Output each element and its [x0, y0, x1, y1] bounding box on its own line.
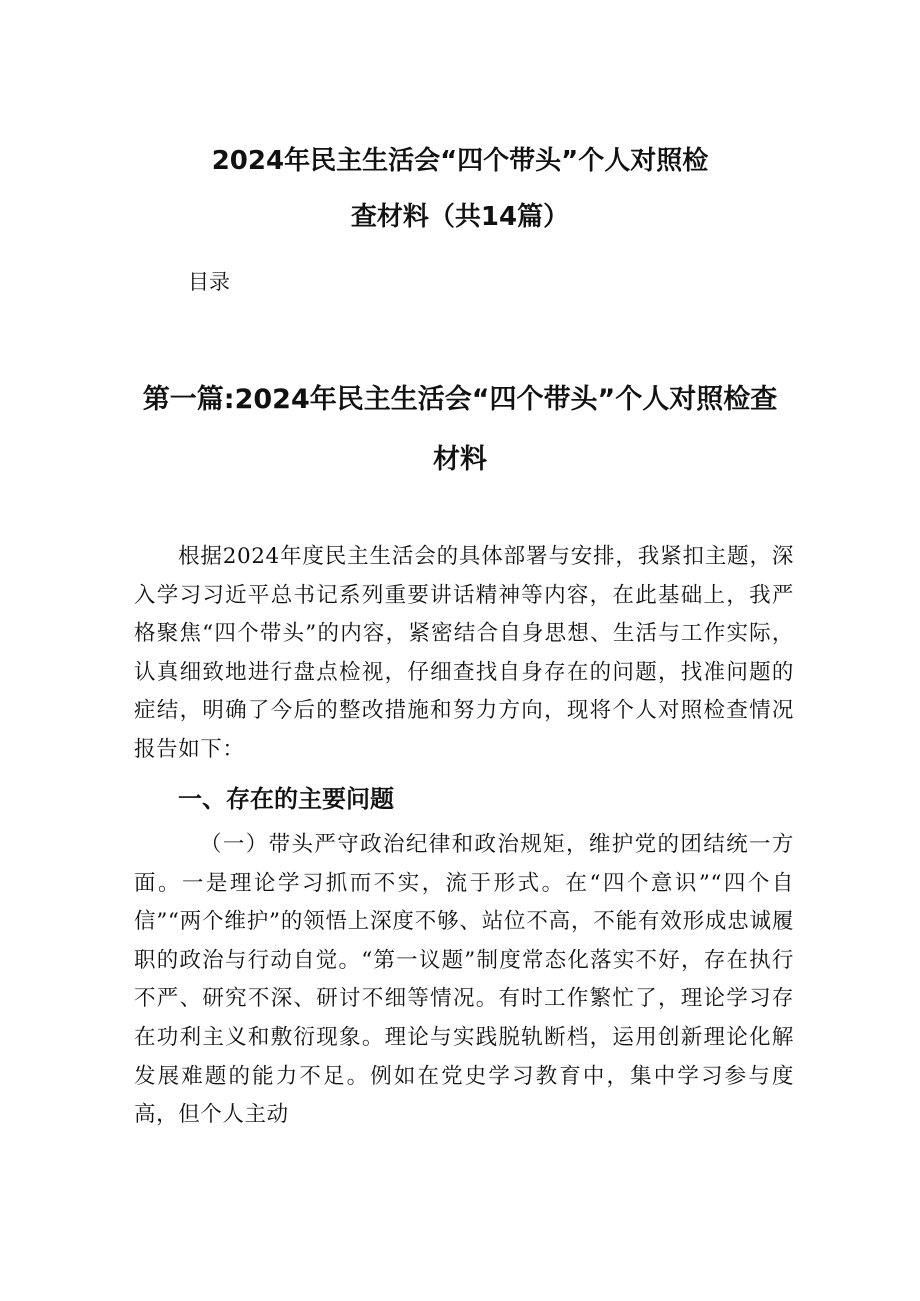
chapter-title-line-1: 第一篇:2024年民主生活会“四个带头”个人对照检查 — [142, 384, 778, 415]
document-title-line-1: 2024年民主生活会“四个带头”个人对照检 — [211, 146, 709, 176]
document-title-line-2: 查材料（共14篇） — [350, 202, 570, 232]
intro-paragraph: 根据2024年度民主生活会的具体部署与安排，我紧扣主题，深入学习习近平总书记系列重要讲话精神等内容，在此基础上，我严格聚焦“四个带头”的内容，紧密结合自身思想、生活与工作实际，认真细致地进行盘点检视，仔细查找自身存在的问题，找准问题的症结，明确了今后的整改措施和努力方向，现将个人对照检查情况报告如下： — [134, 544, 794, 762]
table-of-contents-label: 目录 — [188, 270, 230, 294]
section-heading: 一、存在的主要问题 — [178, 785, 394, 813]
body-paragraph: （一）带头严守政治纪律和政治规矩，维护党的团结统一方面。一是理论学习抓而不实，流于形式。在“四个意识”“四个自信”“两个维护”的领悟上深度不够、站位不高，不能有效形成忠诚履职的政治与行动自觉。“第一议题”制度常态化落实不好，存在执行不严、研究不深、研讨不细等情况。有时工作繁忙了，理论学习存在功利主义和敷衍现象。理论与实践脱轨断档，运用创新理论化解发展难题的能力不足。例如在党史学习教育中，集中学习参与度高，但个人主动 — [134, 832, 794, 1128]
chapter-title-line-2: 材料 — [433, 444, 487, 475]
